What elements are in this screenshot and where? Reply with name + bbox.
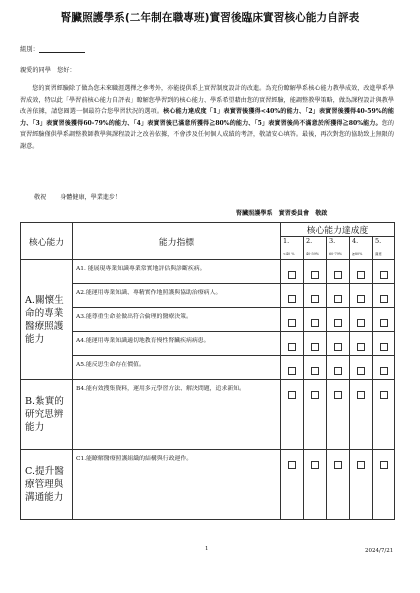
header-indicator: 能力指標 bbox=[73, 223, 281, 260]
rating-cell bbox=[281, 308, 304, 332]
rating-checkbox[interactable] bbox=[311, 319, 319, 327]
blessing-1: 敬祝 bbox=[34, 194, 47, 201]
table-row bbox=[21, 380, 395, 450]
signoff: 腎臟照護學系 實習委員會 敬啟 bbox=[236, 210, 328, 217]
rating-cell bbox=[373, 380, 395, 450]
scale-number: 5. bbox=[375, 237, 382, 245]
rating-checkbox[interactable] bbox=[334, 461, 342, 469]
rating-cell bbox=[327, 356, 350, 380]
rating-checkbox[interactable] bbox=[334, 295, 342, 303]
indicator-cell: A1. 能展現專業知識專業常實地評估與診斷疾病。 bbox=[73, 260, 281, 284]
scale-number: 1. bbox=[283, 237, 290, 245]
rating-cell bbox=[373, 356, 395, 380]
page-number: 1 bbox=[205, 546, 209, 552]
self-assessment-table bbox=[20, 222, 395, 520]
rating-checkbox[interactable] bbox=[380, 391, 388, 399]
rating-cell bbox=[327, 332, 350, 356]
rating-cell bbox=[281, 450, 304, 520]
scale-number: 4. bbox=[352, 237, 359, 245]
category-cell: B.紮實的研究思辨能力 bbox=[21, 380, 73, 450]
group-label: 組別： bbox=[20, 46, 39, 53]
table-row bbox=[21, 284, 395, 308]
rating-checkbox[interactable] bbox=[288, 271, 296, 279]
indicator-cell: A2.能運用專業知識、專精實作地照護與協助治療病人。 bbox=[73, 284, 281, 308]
intro-scale-definition: 核心能力達成度「1」表實習後獲得<40%的能力、「2」表實習後獲得40-59%的能力、「3」表實習後獲得60-79%的能力、「4」表實習後已滿意所獲得≧80%的能力、「5」表實習後尚不滿意於所獲得≧80%能力。 bbox=[20, 108, 395, 127]
scale-level-1 bbox=[281, 237, 304, 260]
rating-checkbox[interactable] bbox=[334, 271, 342, 279]
rating-checkbox[interactable] bbox=[380, 367, 388, 375]
rating-cell bbox=[304, 450, 327, 520]
table-row bbox=[21, 450, 395, 520]
scale-level-4 bbox=[350, 237, 373, 260]
scale-description: <40 % bbox=[283, 252, 295, 256]
category-cell: C.提升醫療管理與溝通能力 bbox=[21, 450, 73, 520]
rating-cell bbox=[327, 284, 350, 308]
blessing-2: 身體健康，學業進步！ bbox=[60, 194, 122, 201]
rating-cell bbox=[327, 380, 350, 450]
rating-cell bbox=[281, 332, 304, 356]
rating-checkbox[interactable] bbox=[357, 271, 365, 279]
rating-cell bbox=[350, 356, 373, 380]
rating-checkbox[interactable] bbox=[288, 391, 296, 399]
rating-cell bbox=[304, 356, 327, 380]
table-row bbox=[21, 356, 395, 380]
rating-checkbox[interactable] bbox=[357, 367, 365, 375]
rating-checkbox[interactable] bbox=[357, 343, 365, 351]
rating-checkbox[interactable] bbox=[288, 367, 296, 375]
indicator-cell: C1.能瞭解醫療照護組織的結構與行政運作。 bbox=[73, 450, 281, 520]
rating-checkbox[interactable] bbox=[357, 391, 365, 399]
scale-level-5 bbox=[373, 237, 395, 260]
rating-checkbox[interactable] bbox=[334, 367, 342, 375]
rating-cell bbox=[373, 284, 395, 308]
rating-checkbox[interactable] bbox=[288, 295, 296, 303]
rating-cell bbox=[304, 332, 327, 356]
category-cell: A.關懷生命的專業醫療照護能力 bbox=[21, 260, 73, 380]
rating-checkbox[interactable] bbox=[311, 343, 319, 351]
rating-cell bbox=[304, 380, 327, 450]
print-date: 2024/7/21 bbox=[365, 548, 394, 554]
page-title: 腎臟照護學系(二年制在職專班)實習後臨床實習核心能力自評表 bbox=[60, 12, 360, 24]
rating-checkbox[interactable] bbox=[380, 319, 388, 327]
rating-cell bbox=[373, 308, 395, 332]
rating-checkbox[interactable] bbox=[311, 271, 319, 279]
rating-cell bbox=[373, 332, 395, 356]
indicator-cell: A4.能運用專業知識適切地教育慢性腎臟疾病病患。 bbox=[73, 332, 281, 356]
rating-checkbox[interactable] bbox=[311, 367, 319, 375]
indicator-cell: A5.能反思生命存在價值。 bbox=[73, 356, 281, 380]
scale-level-3 bbox=[327, 237, 350, 260]
rating-checkbox[interactable] bbox=[334, 343, 342, 351]
table-row bbox=[21, 308, 395, 332]
rating-cell bbox=[327, 450, 350, 520]
greeting: 親愛的同學 您好： bbox=[20, 67, 76, 74]
rating-checkbox[interactable] bbox=[380, 343, 388, 351]
scale-description: ≧80% bbox=[352, 252, 363, 256]
rating-checkbox[interactable] bbox=[311, 461, 319, 469]
rating-checkbox[interactable] bbox=[380, 295, 388, 303]
group-field bbox=[20, 44, 85, 53]
intro-text-1: 您的實習經驗除了做為您未來職涯選擇之參考外，亦能提供系上實習制度設計的改進。為充份瞭解學系核心能力教學成效，改進學系學習成效，特以此「學習前核心能力自評表」瞭解您學習到的核心能力、學系希望藉由您的實習經驗，能調整教學策略，做為課程設計與教學改善依據，請您圈選一個最符合您學習狀況的選項。 bbox=[20, 85, 394, 115]
rating-checkbox[interactable] bbox=[334, 319, 342, 327]
scale-level-2 bbox=[304, 237, 327, 260]
rating-checkbox[interactable] bbox=[288, 343, 296, 351]
rating-cell bbox=[281, 380, 304, 450]
table-row bbox=[21, 332, 395, 356]
intro-paragraph bbox=[20, 83, 394, 152]
rating-cell bbox=[281, 356, 304, 380]
rating-cell bbox=[373, 260, 395, 284]
rating-checkbox[interactable] bbox=[357, 461, 365, 469]
rating-cell bbox=[304, 308, 327, 332]
rating-cell bbox=[350, 260, 373, 284]
rating-checkbox[interactable] bbox=[380, 461, 388, 469]
rating-cell bbox=[350, 380, 373, 450]
rating-cell bbox=[350, 308, 373, 332]
rating-checkbox[interactable] bbox=[357, 319, 365, 327]
rating-cell bbox=[373, 450, 395, 520]
rating-cell bbox=[304, 284, 327, 308]
scale-description: 40-59% bbox=[306, 252, 319, 256]
intro-text-2: 您的實習經驗僅供學系調整教師教學與課程設計之改善依據，不會涉及任何個人成績的考評，敬請安心填答。最後，再次對您的協助致上無限的謝意。 bbox=[20, 119, 395, 150]
scale-description: 滿意 bbox=[375, 252, 382, 256]
blessing bbox=[34, 192, 121, 201]
rating-cell bbox=[304, 260, 327, 284]
rating-checkbox[interactable] bbox=[311, 295, 319, 303]
rating-cell bbox=[327, 308, 350, 332]
rating-cell bbox=[281, 260, 304, 284]
rating-checkbox[interactable] bbox=[334, 391, 342, 399]
header-category: 核心能力 bbox=[21, 223, 73, 260]
table-row bbox=[21, 260, 395, 284]
rating-cell bbox=[281, 284, 304, 308]
header-scale: 核心能力達成度 bbox=[281, 223, 395, 237]
rating-checkbox[interactable] bbox=[380, 271, 388, 279]
scale-description: 60-79% bbox=[329, 252, 342, 256]
rating-cell bbox=[350, 284, 373, 308]
rating-checkbox[interactable] bbox=[288, 461, 296, 469]
rating-checkbox[interactable] bbox=[311, 391, 319, 399]
scale-number: 3. bbox=[329, 237, 336, 245]
rating-cell bbox=[350, 332, 373, 356]
indicator-cell: A3.能尊重生命並做出符合倫理的醫療決策。 bbox=[73, 308, 281, 332]
rating-cell bbox=[327, 260, 350, 284]
rating-checkbox[interactable] bbox=[288, 319, 296, 327]
indicator-cell: B4.能有效搜集資料，運用多元學習方法、解決問題，追求新知。 bbox=[73, 380, 281, 450]
scale-number: 2. bbox=[306, 237, 313, 245]
group-blank-line[interactable] bbox=[39, 46, 85, 53]
rating-cell bbox=[350, 450, 373, 520]
rating-checkbox[interactable] bbox=[357, 295, 365, 303]
